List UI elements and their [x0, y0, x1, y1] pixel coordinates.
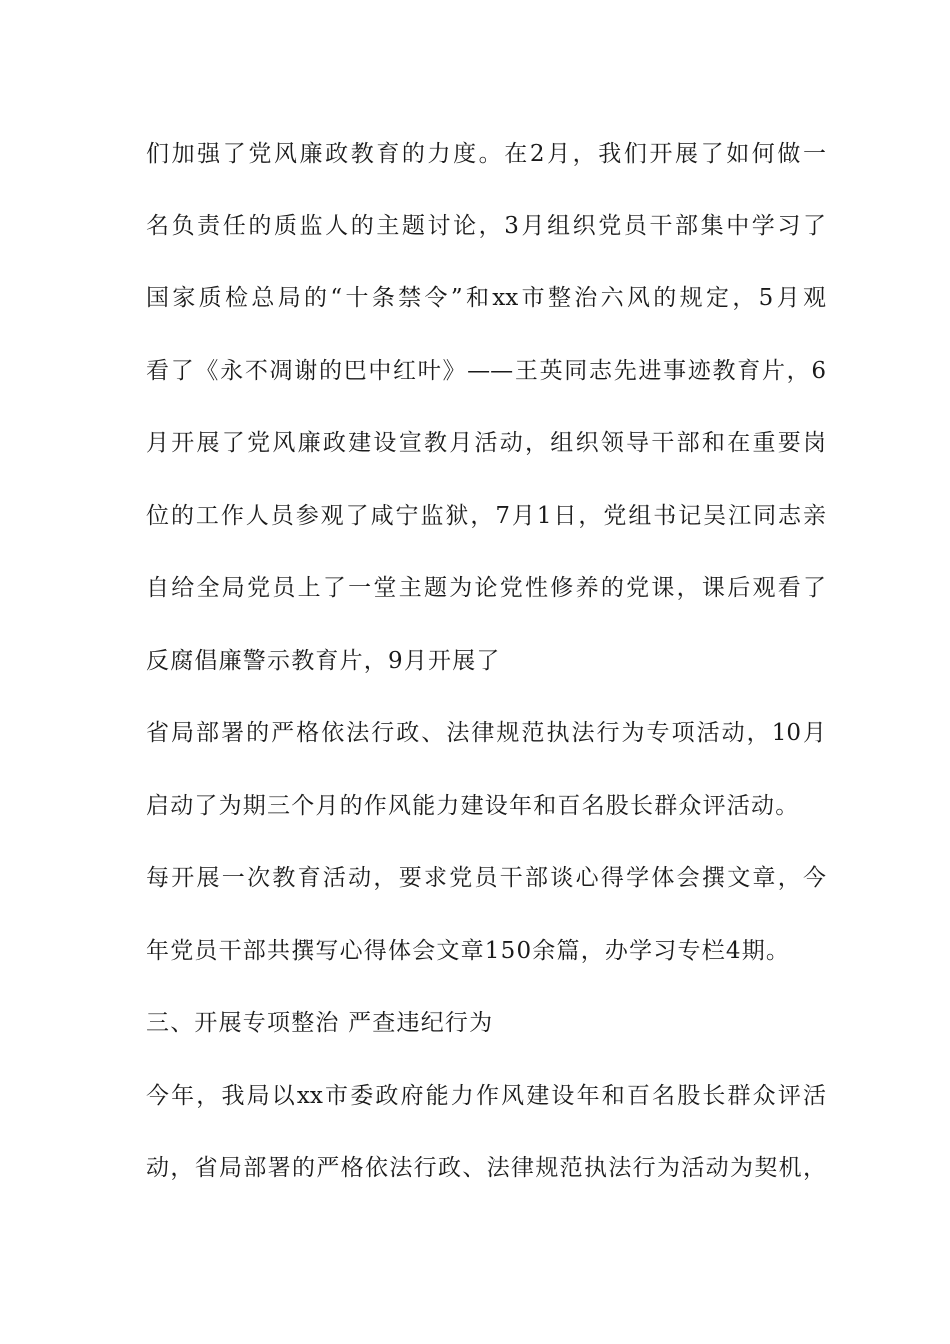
text-line: 每开展一次教育活动，要求党员干部谈心得学体会撰文章，今	[146, 865, 826, 891]
section-heading: 三、开展专项整治 严查违纪行为	[146, 1010, 494, 1036]
text-line: 动，省局部署的严格依法行政、法律规范执法行为活动为契机，	[146, 1155, 826, 1181]
text-line: 位的工作人员参观了咸宁监狱，7月1日，党组书记吴江同志亲	[146, 503, 826, 529]
text-line: 省局部署的严格依法行政、法律规范执法行为专项活动，10月	[146, 720, 826, 746]
text-line: 看了《永不凋谢的巴中红叶》——王英同志先进事迹教育片，6	[146, 358, 826, 384]
text-line: 们加强了党风廉政教育的力度。在2月，我们开展了如何做一	[146, 141, 826, 167]
text-line: 名负责任的质监人的主题讨论，3月组织党员干部集中学习了	[146, 213, 826, 239]
text-line: 月开展了党风廉政建设宣教月活动，组织领导干部和在重要岗	[146, 430, 826, 456]
text-line: 自给全局党员上了一堂主题为论党性修养的党课，课后观看了	[146, 575, 826, 601]
text-line: 启动了为期三个月的作风能力建设年和百名股长群众评活动。	[146, 793, 800, 819]
text-line: 今年，我局以xx市委政府能力作风建设年和百名股长群众评活	[146, 1083, 826, 1109]
text-line: 年党员干部共撰写心得体会文章150余篇，办学习专栏4期。	[146, 938, 791, 964]
text-line: 反腐倡廉警示教育片，9月开展了	[146, 648, 501, 674]
text-line: 国家质检总局的“十条禁令”和xx市整治六风的规定，5月观	[146, 285, 826, 311]
